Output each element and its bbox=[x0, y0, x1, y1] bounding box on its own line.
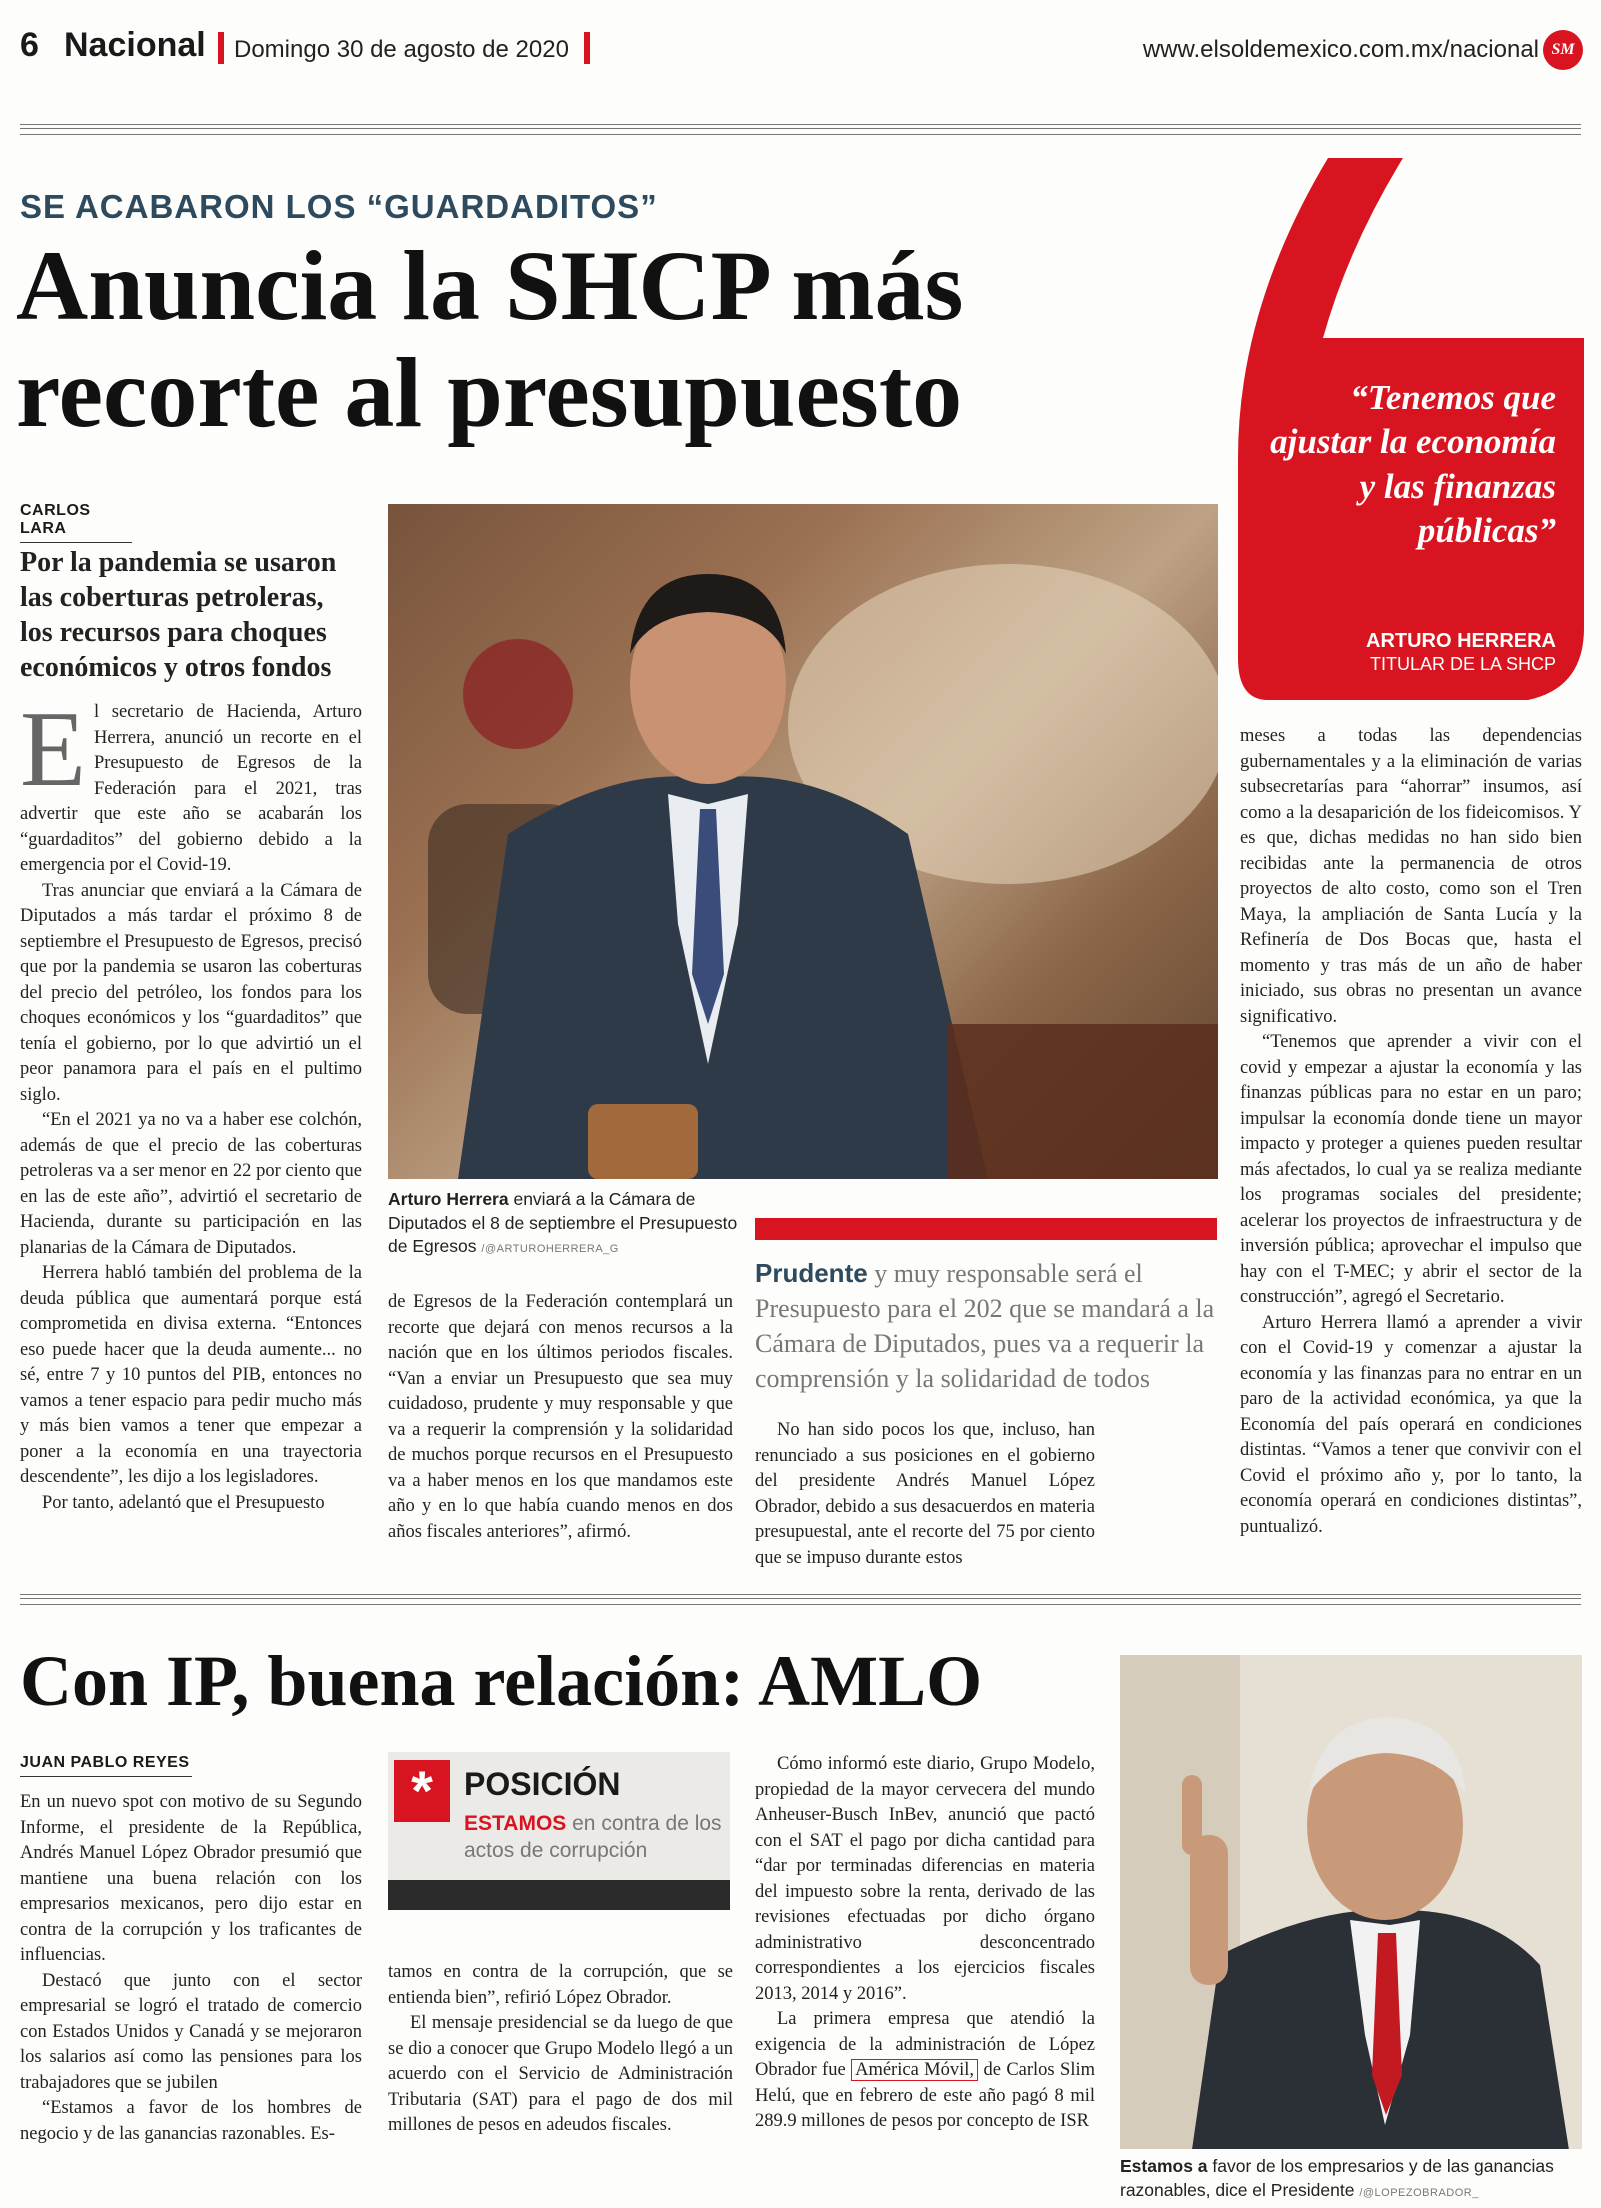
paragraph: En un nuevo spot con motivo de su Segundo Informe, el presidente de la República, Andrés Manuel López Obrador presumió que mantiene una buena relación con los empresarios mexicanos, pero dijo estar en contra de la corrupción y los traficantes de influencias. bbox=[20, 1792, 362, 1966]
photo-credit: /@ARTUROHERRERA_G bbox=[481, 1243, 619, 1256]
drop-cap: E bbox=[20, 690, 86, 809]
section-name: Nacional bbox=[64, 26, 206, 64]
paragraph: La primera empresa que atendió la exigencia de la administración de López Obrador fue América Móvil, de Carlos Slim Helú, que en febrero de este año pagó 8 mil 289.9 millones de pesos por concepto de ISR bbox=[755, 2009, 1095, 2132]
position-box-footer bbox=[388, 1880, 730, 1910]
article-column-1 bbox=[20, 1790, 362, 2147]
page-number: 6 bbox=[20, 26, 39, 64]
article-column-3 bbox=[755, 1418, 1095, 1571]
story-deck: Por la pandemia se usaron las coberturas petroleras, los recursos para choques económicos y otros fondos bbox=[20, 547, 337, 683]
issue-date: Domingo 30 de agosto de 2020 bbox=[234, 36, 569, 63]
byline: CARLOS LARA bbox=[20, 502, 132, 543]
headline-line: recorte al presupuesto bbox=[16, 337, 963, 448]
header-rule bbox=[20, 124, 1581, 125]
paragraph: El mensaje presidencial se da luego de que se dio a conocer que Grupo Modelo llegó a un acuerdo con el Servicio de Administración Tributaria (SAT) para el pago de dos mil millones de pesos en adeudos fiscales. bbox=[388, 2013, 733, 2136]
section-url[interactable]: www.elsoldemexico.com.mx/nacional bbox=[1142, 36, 1539, 63]
paragraph: meses a todas las dependencias gubernamentales y a la eliminación de varias subsecretarías para “ahorrar” insumos, así como a la desaparición de los fideicomisos. Y es que, dichas medidas no han sido bien recibidas ante la permanencia de otros proyectos de alto costo, como son el Tren Maya, la ampliación de Santa Lucía y la Refinería de Dos Bocas que, hasta el momento y tras más de un año de haber iniciado, sus obras no presentan un avance significativo. bbox=[1240, 726, 1582, 1027]
arturo-herrera-photo bbox=[388, 504, 1218, 1179]
article-column-1 bbox=[20, 690, 362, 1517]
article-column-2 bbox=[388, 1960, 733, 2139]
paragraph: Arturo Herrera llamó a aprender a vivir con el Covid-19 y comenzar a ajustar la economía y las finanzas para no entrar en un paro de la actividad económica, ya que la Economía del país operará en condiciones distintas. “Vamos a tener que convivir con el Covid el próximo año y, por lo tanto, la economía operará en condiciones distintas”, puntualizó. bbox=[1240, 1312, 1582, 1537]
position-title: POSICIÓN bbox=[464, 1766, 621, 1802]
paragraph: No han sido pocos los que, incluso, han renunciado a sus posiciones en el gobierno del presidente Andrés Manuel López Obrador, debido a sus desacuerdos en materia presupuestal, ante el recorte del 75 por ciento que se impuso durante estos bbox=[755, 1420, 1095, 1568]
quote-text: “Tenemos que ajustar la economía y las finanzas públicas” bbox=[1270, 378, 1556, 551]
quote-author-role: TITULAR DE LA SHCP bbox=[1369, 654, 1556, 674]
header-divider bbox=[218, 32, 224, 64]
paragraph: “Tenemos que aprender a vivir con el covid y empezar a ajustar la economía y las finanzas públicas para no estar en un paro; impulsar la economía donde tiene un mayor impacto y proteger a quienes pueden resultar más afectados, lo cual ya se realiza mediante los programas sociales del presidente; acelerar los proyectos de infraestructura y de inversión pública; aprovechar el impulso que hay con el T-MEC; y abrir el sector de la construcción”, agregó el Secretario. bbox=[1240, 1032, 1582, 1308]
quote-box bbox=[1238, 158, 1584, 700]
asterisk-icon: * bbox=[394, 1760, 450, 1822]
photo-illustration bbox=[1120, 1655, 1582, 2149]
story-kicker: SE ACABARON LOS “GUARDADITOS” bbox=[20, 188, 658, 225]
amlo-photo bbox=[1120, 1655, 1582, 2149]
story-divider bbox=[20, 1598, 1581, 1599]
paragraph: Destacó que junto con el sector empresarial se logró el tratado de comercio con Estados Unidos y Canadá y se mejoraron los salarios así como las pensiones para los trabajadores que se jubilen bbox=[20, 1970, 362, 2093]
position-text: ESTAMOS en contra de los actos de corrupción bbox=[464, 1812, 722, 1863]
position-box bbox=[388, 1752, 730, 1910]
story-headline: Con IP, buena relación: AMLO bbox=[20, 1641, 983, 1721]
paragraph: Tras anunciar que enviará a la Cámara de Diputados a más tardar el próximo 8 de septiembre el Presupuesto de Egresos, precisó que por la pandemia se usaron las coberturas del precio del petróleo, los fondos para los choques económicos y los “guardaditos” que tenía el gobierno, por lo que advirtió un el peor panamora para el país en el pultimo siglo. bbox=[20, 880, 362, 1105]
headline-line: Anuncia la SHCP más bbox=[16, 230, 964, 341]
paragraph: “En el 2021 ya no va a haber ese colchón, además de que el precio de las coberturas petroleras va a ser menor en 22 por ciento que en las de este año”, advirtió el secretario de Hacienda, durante su participación en las planarias de la Cámara de Diputados. bbox=[20, 1110, 362, 1258]
paragraph: “Estamos a favor de los hombres de negocio y de las ganancias razonables. Es- bbox=[20, 2098, 362, 2144]
newspaper-logo: SM bbox=[1543, 30, 1583, 70]
paragraph: Herrera habló también del problema de la deuda pública que aumentará porque está comprometida en divisa externa. “Entonces eso puede hacer que la deuda aumente... no sé, entre 7 y 10 puntos del PIB, entonces no vamos a tener espacio para pedir mucho más y más bien vamos a tener que empezar a poner a la economía en una trayectoria descendente”, les dijo a los legisladores. bbox=[20, 1263, 362, 1488]
article-column-2 bbox=[388, 1290, 733, 1545]
story-headline bbox=[16, 232, 1246, 446]
header-rule bbox=[20, 128, 1581, 129]
paragraph: de Egresos de la Federación contemplará un recorte que dejará con menos recursos a la nación que en los últimos periodos fiscales. “Van a enviar un Presupuesto que sea muy cuidadoso, prudente y muy responsable y que va a requerir la comprensión y la solidaridad de muchos porque recursos en el Presupuesto va a haber menos en los que mandamos este año y en lo que había cuando menos en dos años fiscales anteriores”, afirmó. bbox=[388, 1292, 733, 1542]
pullquote-bar bbox=[755, 1218, 1217, 1240]
paragraph: Por tanto, adelantó que el Presupuesto bbox=[42, 1492, 325, 1513]
photo-caption: Arturo Herrera enviará a la Cámara de Diputados el 8 de septiembre el Presupuesto de Egresos /@ARTUROHERRERA_G bbox=[388, 1189, 738, 1257]
article-column-4 bbox=[1240, 724, 1582, 1541]
byline: JUAN PABLO REYES bbox=[20, 1754, 192, 1777]
paragraph: El secretario de Hacienda, Arturo Herrera, anunció un recorte en el Presupuesto de Egresos de la Federación para el 2021, tras advertir que este año se acabarán los “guardaditos” del gobierno debido a la emergencia por el Covid-19. bbox=[20, 690, 362, 876]
header-divider bbox=[584, 32, 590, 64]
paragraph: tamos en contra de la corrupción, que se entienda bien”, refirió López Obrador. bbox=[388, 1962, 733, 2008]
photo-caption: Estamos a favor de los empresarios y de las ganancias razonables, dice el Presidente /@LOPEZOBRADOR_ bbox=[1120, 2156, 1554, 2200]
highlighted-company: América Móvil, bbox=[851, 2059, 978, 2081]
header-rule bbox=[20, 134, 1581, 135]
caption-bold: Arturo Herrera bbox=[388, 1189, 509, 1209]
quote-author: ARTURO HERRERA bbox=[1366, 630, 1556, 652]
article-column-3 bbox=[755, 1752, 1095, 2135]
photo-credit: /@LOPEZOBRADOR_ bbox=[1359, 2186, 1479, 2199]
photo-illustration bbox=[388, 504, 1218, 1179]
paragraph: Cómo informó este diario, Grupo Modelo, propiedad de la mayor cervecera del mundo Anheuser-Busch InBev, anunció que pactó con el SAT el pago por dicha cantidad para “dar por terminadas diferencias en materia del impuesto sobre la renta, derivado de las revisiones efectuadas por dicho órgano administrativo desconcentrado correspondientes a los ejercicios fiscales 2013, 2014 y 2016”. bbox=[755, 1754, 1095, 2004]
story-divider bbox=[20, 1604, 1581, 1605]
story-divider bbox=[20, 1594, 1581, 1595]
pullquote: Prudente y muy responsable será el Presupuesto para el 202 que se mandará a la Cámara de Diputados, pues va a requerir la comprensión y la solidaridad de todos bbox=[755, 1258, 1215, 1394]
